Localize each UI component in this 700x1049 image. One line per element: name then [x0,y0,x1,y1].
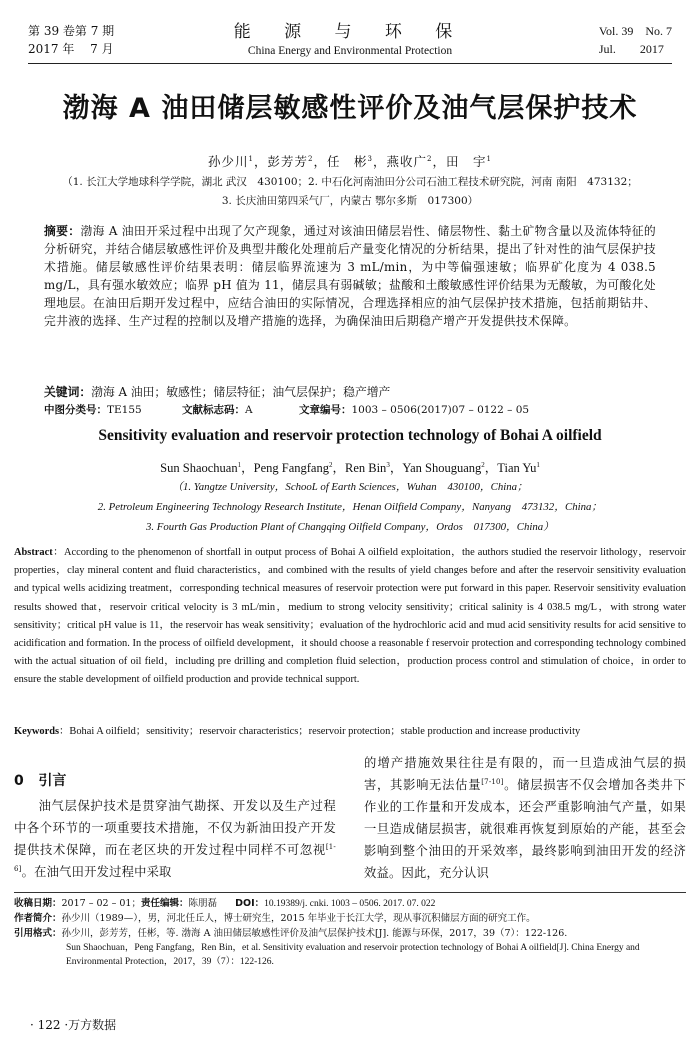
abstract-text-en: ：According to the phenomenon of shortfall in output process of Bohai A oilfield exploitation，the authors studied the reservoir lithology，reservoir properties，clay mineral content and fluid characteristics，and combined with the results of yield changes before and after the reservoir sensitivity evaluation and typical wells acidizing treatment，corresponding technical measures of reservoir protection were put forward in this paper. Reservoir sensitivity evaluation results showed that，reservoir critical velocity is 3 mL/min，medium to strong velocity sensitivity；critical salinity is 4 038.5 mg/L，with strong water sensitivity；critical pH value is 11，the reservoir has weak sensitivity；evaluation of the hydrochloric acid and mud acid sensitivity results for acid sensitive to acidification and formation. In the process of oilfield development，it should choose a reasonable f reservoir protection and corresponding technology combined with the actual situation of oil field，including pre drilling and completion fluid selection，production process control and stimulation of choice，in order to ensure the stable development of oilfield production and provide technical support. [14,547,686,686]
abstract-label-en: Abstract [14,547,53,558]
authors-en: Sun Shaochuan$^1$，Peng Fangfang$^2$，Ren Bin$^3$，Yan Shouguang$^2$，Tian Yu$^1$ [160,460,540,475]
abstract-label-cn: 摘要： [44,224,81,238]
authors-cn: 孙少川$^1$，彭芳芳$^2$，任 彬$^3$，燕收广$^2$，田 宇$^1$ [208,154,492,169]
author-name: 孙少川 [208,154,249,169]
abstract-text-cn: 渤海 A 油田开采过程中出现了欠产现象，通过对该油田储层岩性、储层物性、黏土矿物含量以及流体特征的分析研究，并结合储层敏感性评价及典型井酸化处理前后产量变化情况的分析结果，提出了针对性的油气层保护技术措施。储层敏感性评价结果表明：储层临界流速为 3 mL/min，为中等偏强速敏；临界矿化度为 4 038.5 mg/L，具有强水敏效应；临界 pH 值为 11，储层具有弱碱敏；盐酸和土酸敏感性评价结果为无酸敏，为可酸化处理地层。在油田后期开发过程中，应结合油田的实际情况，合理选择相应的油气层保护技术措施，包括前期钻井、完井液的选择、生产过程的控制以及增产措施的选择，为确保油田后期稳产增产开发提供技术保障。 [44,224,656,328]
author-name: 田 宇 [446,154,487,169]
author-name: 燕收广 [386,154,428,169]
journal-title-en: China Energy and Environmental Protection [247,45,453,57]
page-number: · 122 ·万方数据 [30,1018,117,1032]
author-name: 彭芳芳 [267,154,309,169]
abstract-en [14,544,686,690]
footnote-citation: 引用格式：孙少川，彭芳芳，任彬，等. 渤海 A 油田储层敏感性评价及油气层保护技术[J]. 能源与环保，2017，39（7）：122-126. Sun Shaochuan，Peng Fangfang，Ren Bin，et al. Sensitivity evaluation and reservoir protection technology of Bohai A oilfield[J]. China Energy and Environmental Protection，2017，39（7）：122-126. [14,928,640,967]
volume-en: Vol. 39 No. 7 [598,24,672,38]
date-en: Jul. 2017 [598,42,664,56]
footnote-rule [14,892,686,893]
watermark: 万方数据 [68,1018,117,1032]
paper-title-cn: 渤海 A 油田储层敏感性评价及油气层保护技术 [62,93,638,124]
affiliation-cn-line: （1. 长江大学地球科学学院，湖北 武汉 430100；2. 中石化河南油田分公司石油工程技术研究院，河南 南阳 473132； [62,176,638,188]
citation: [7-10] [481,777,504,786]
volume-cn: 第 39 卷第 7 期 [28,24,115,38]
author-name: 任 彬 [327,154,368,169]
affiliation-en-line: 3. Fourth Gas Production Plant of Changqing Oilfield Company，Ordos 017300，China） [146,521,554,533]
running-header [28,22,672,62]
body-column-right: 的增产措施效果往往是有限的，而一旦造成油气层的损害，其影响无法估量[7-10]。储层损害不仅会增加各类井下作业的工作量和开发成本，还会严重影响油气产量，如果一旦造成储层损害，就很难再恢复到原始的产能，甚至会影响到整个油田的开采效率，最终影响到油田开发的经济效益。因此，充分认识 [364,756,686,880]
date-cn: 2017 年 7 月 [28,42,114,56]
body-column-left: 油气层保护技术是贯穿油气勘探、开发以及生产过程中各个环节的一项重要技术措施，不仅为新油田投产开发提供技术保障，而在老区块的开发过程中同样不可忽视[1-6]。在油气田开发过程中采取 [14,799,336,879]
paper-title-en: Sensitivity evaluation and reservoir protection technology of Bohai A oilfield [98,427,602,444]
affiliation-en-line: （1. Yangtze University，SchooL of Earth Sciences，Wuhan 430100，China； [172,481,528,493]
affiliation-en-line: 2. Petroleum Engineering Technology Research Institute，Henan Oilfield Company，Nanyang 473132，China； [97,501,603,513]
keywords-en: Keywords：Bohai A oilfield；sensitivity；reservoir characteristics；reservoir protection；stable production and increase productivity [14,726,581,737]
journal-title-cn: 能 源 与 环 保 [233,22,467,42]
footnote-author: 作者简介：孙少川（1989—），男，河北任丘人，博士研究生，2015 年毕业于长江大学，现从事沉积储层方面的研究工作。 [14,913,536,924]
affiliation-cn-line: 3. 长庆油田第四采气厂，内蒙古 鄂尔多斯 017300） [221,195,479,207]
section-heading: 0 引言 [14,773,67,789]
footnote-received: 收稿日期：2017 – 02 – 01；责任编辑：陈朋磊 DOI：10.19389/j. cnki. 1003 – 0506. 2017. 07. 022 [14,898,436,909]
citation: [1-6] [14,842,336,873]
header-rule [28,63,672,64]
abstract-cn [44,222,656,330]
keywords-cn: 关键词：渤海 A 油田；敏感性；储层特征；油气层保护；稳产增产 [44,385,391,399]
